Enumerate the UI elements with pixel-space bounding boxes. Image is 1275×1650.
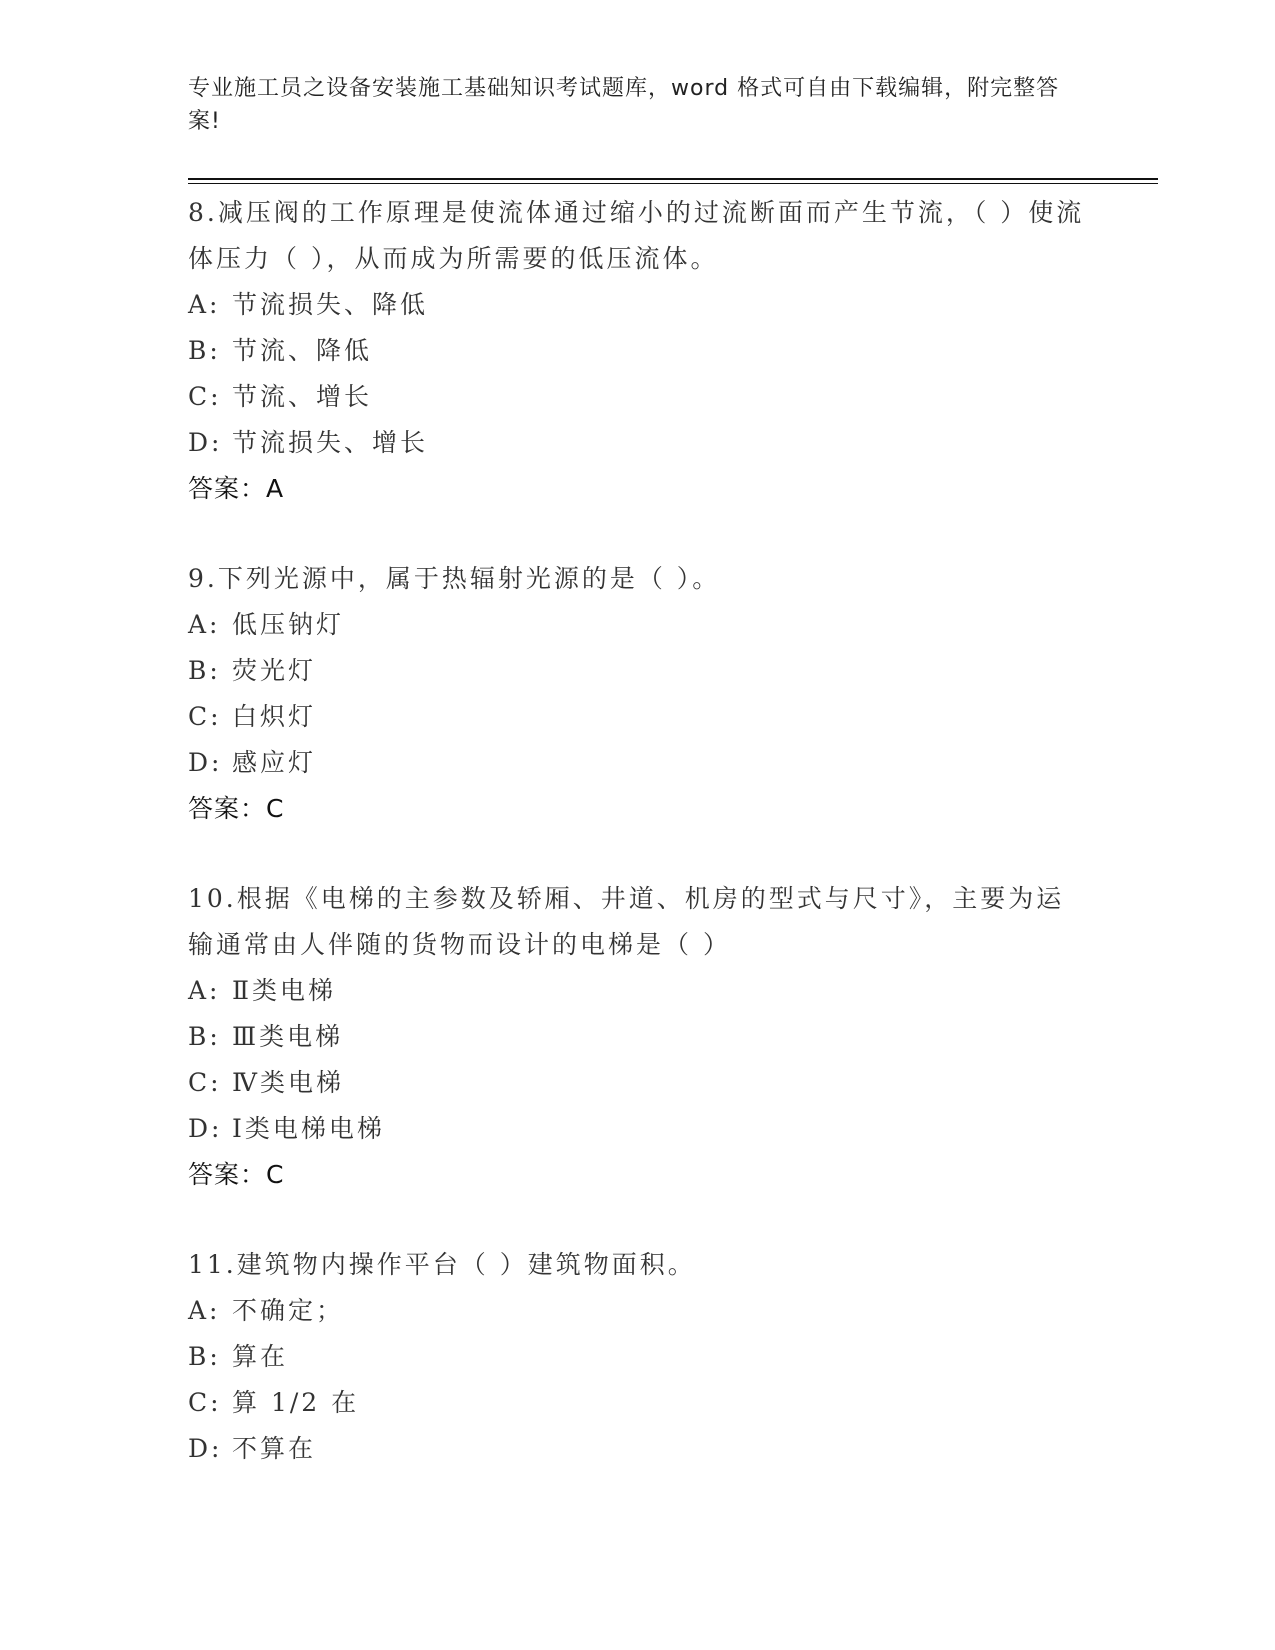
option-key: C:	[188, 1068, 222, 1097]
header-divider-thick	[188, 178, 1158, 180]
question-stem: 10.根据《电梯的主参数及轿厢、井道、机房的型式与尺寸》，主要为运输通常由人伴随的货物而设计的电梯是（ ）	[188, 884, 1065, 959]
question-list	[188, 190, 1088, 1516]
answer-line: 答案：A	[188, 474, 285, 503]
answer-line: 答案：C	[188, 794, 285, 823]
question-9	[188, 556, 1088, 832]
option-key: C:	[188, 382, 222, 411]
option-text: 白炽灯	[232, 702, 317, 731]
option-a	[188, 602, 1088, 648]
option-c	[188, 1060, 1088, 1106]
option-a	[188, 968, 1088, 1014]
option-text: Ⅱ类电梯	[232, 976, 336, 1005]
question-8	[188, 190, 1088, 512]
option-b	[188, 1334, 1088, 1380]
option-text: 荧光灯	[232, 656, 317, 685]
option-a	[188, 1288, 1088, 1334]
option-c	[188, 1380, 1088, 1426]
header-divider-thin	[188, 183, 1158, 184]
document-header: 专业施工员之设备安装施工基础知识考试题库，word 格式可自由下载编辑，附完整答案!	[188, 76, 1060, 134]
option-text: 算在	[232, 1342, 289, 1371]
option-b	[188, 328, 1088, 374]
option-text: Ⅰ类电梯电梯	[232, 1114, 385, 1143]
option-a	[188, 282, 1088, 328]
question-10	[188, 876, 1088, 1198]
answer-line: 答案：C	[188, 1160, 285, 1189]
option-key: A:	[188, 610, 221, 639]
option-key: A:	[188, 290, 221, 319]
option-d	[188, 1426, 1088, 1472]
option-d	[188, 740, 1088, 786]
option-key: B:	[188, 1342, 221, 1371]
option-text: 节流损失、增长	[232, 428, 429, 457]
option-text: 低压钠灯	[232, 610, 345, 639]
option-key: D:	[188, 748, 223, 777]
option-key: A:	[188, 1296, 221, 1325]
option-key: B:	[188, 336, 221, 365]
option-key: B:	[188, 656, 221, 685]
option-key: D:	[188, 1114, 223, 1143]
question-stem: 11.建筑物内操作平台（ ）建筑物面积。	[188, 1250, 696, 1279]
option-key: D:	[188, 1434, 223, 1463]
option-text: 节流、降低	[232, 336, 373, 365]
question-11	[188, 1242, 1088, 1472]
option-text: Ⅳ类电梯	[232, 1068, 344, 1097]
option-text: Ⅲ类电梯	[232, 1022, 344, 1051]
option-text: 节流损失、降低	[232, 290, 429, 319]
option-key: C:	[188, 702, 222, 731]
option-key: C:	[188, 1388, 222, 1417]
option-d	[188, 1106, 1088, 1152]
option-key: B:	[188, 1022, 221, 1051]
option-b	[188, 648, 1088, 694]
question-stem: 9.下列光源中，属于热辐射光源的是（ ）。	[188, 564, 721, 593]
option-key: D:	[188, 428, 223, 457]
option-b	[188, 1014, 1088, 1060]
option-text: 不算在	[232, 1434, 317, 1463]
option-text: 节流、增长	[232, 382, 373, 411]
option-key: A:	[188, 976, 221, 1005]
option-d	[188, 420, 1088, 466]
option-c	[188, 374, 1088, 420]
option-c	[188, 694, 1088, 740]
option-text: 算 1/2 在	[232, 1388, 360, 1417]
option-text: 感应灯	[232, 748, 317, 777]
option-text: 不确定；	[232, 1296, 345, 1325]
question-stem: 8.减压阀的工作原理是使流体通过缩小的过流断面而产生节流，（ ）使流体压力（ ），从而成为所需要的低压流体。	[188, 198, 1085, 273]
